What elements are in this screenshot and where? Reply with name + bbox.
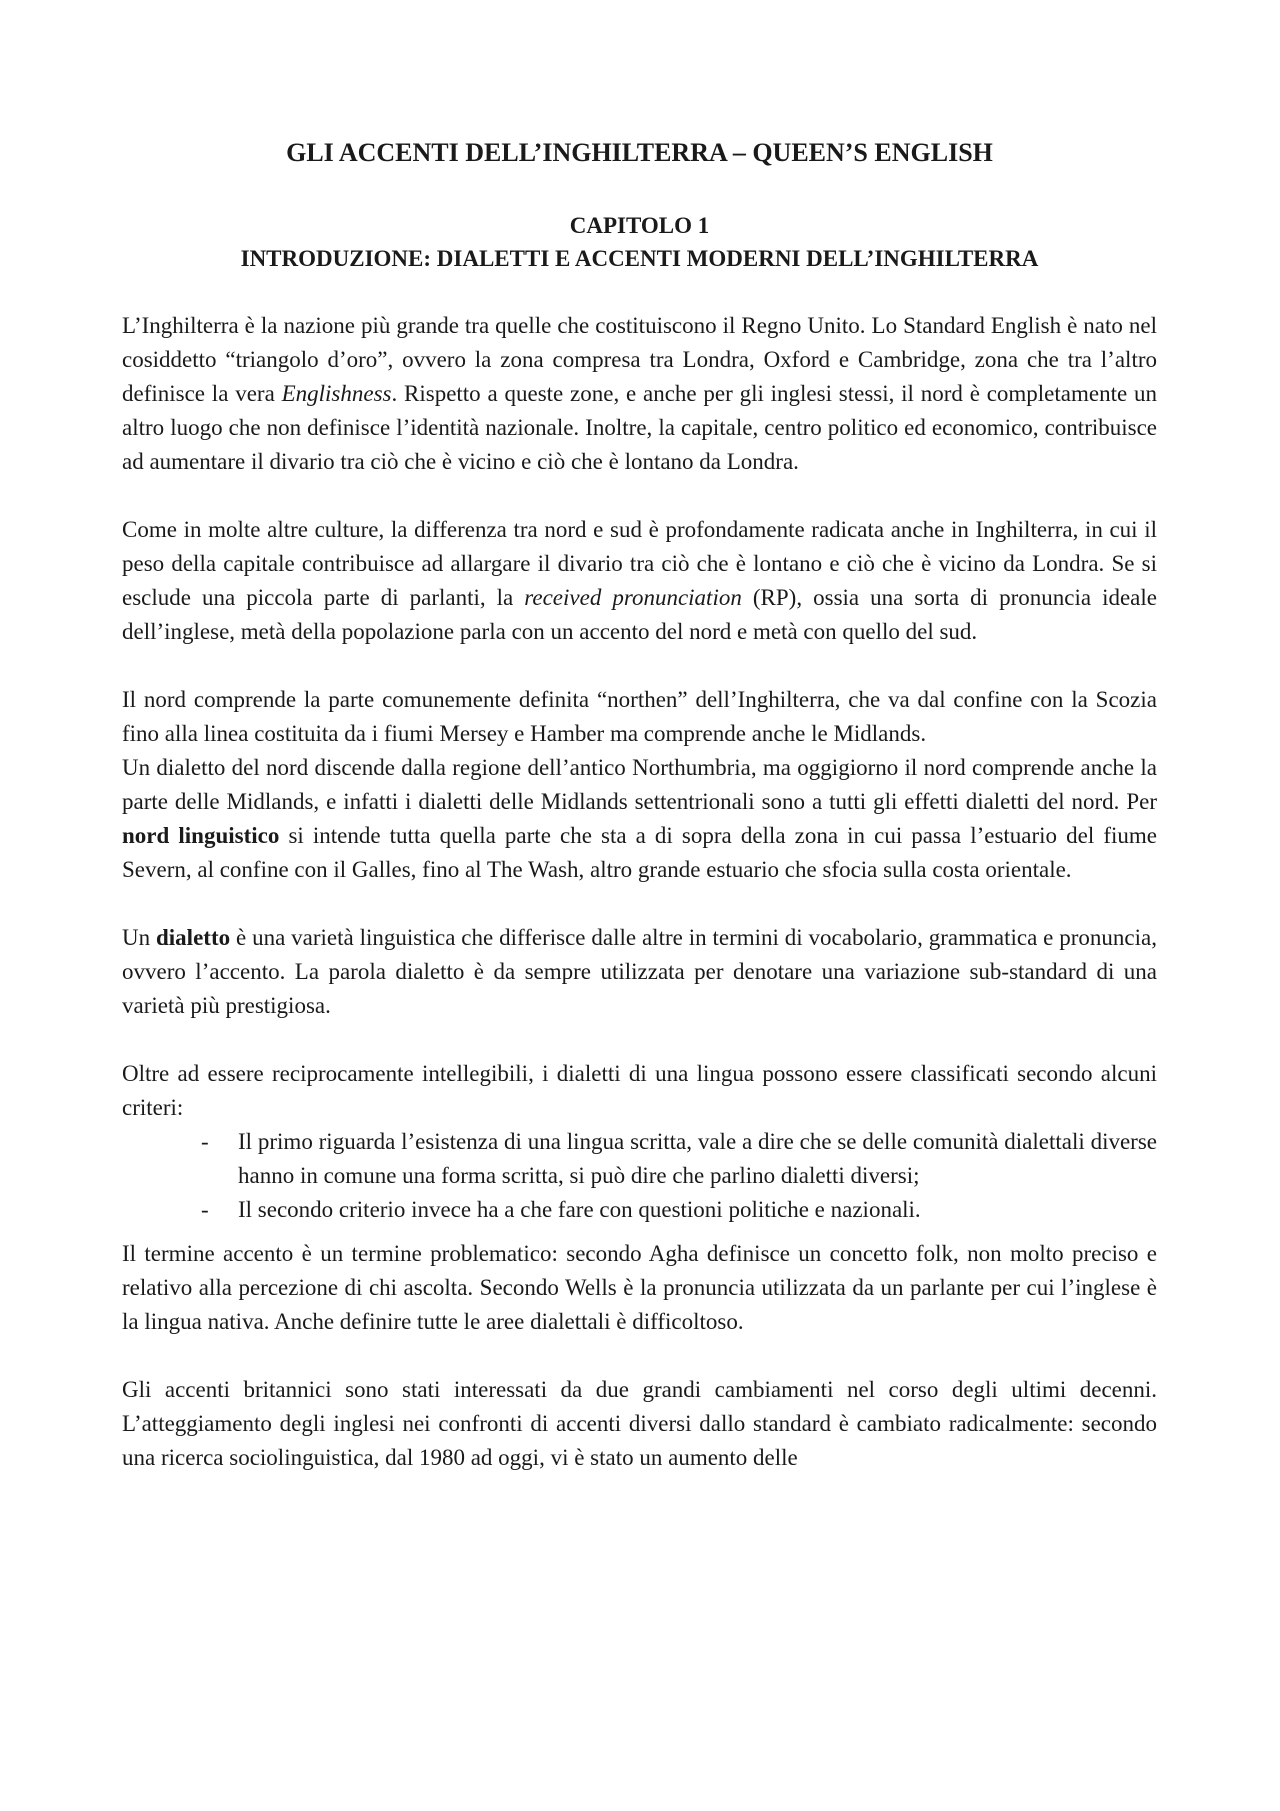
paragraph-7: Il termine accento è un termine problematico: secondo Agha definisce un concetto folk, non molto preciso e relativo alla percezione di chi ascolta. Secondo Wells è la pronuncia utilizzata da un parlante per cui l’inglese è la lingua nativa. Anche definire tutte le aree dialettali è difficoltoso. xyxy=(122,1241,1157,1334)
paragraph-4-bold-term: nord linguistico xyxy=(122,823,280,848)
list-marker: - xyxy=(201,1197,209,1222)
list-item xyxy=(201,1193,1157,1227)
paragraph-4-text-a: Un dialetto del nord discende dalla regione dell’antico Northumbria, ma oggigiorno il nord comprende anche la parte delle Midlands, e infatti i dialetti delle Midlands settentrionali sono a tutti gli effetti dialetti del nord. Per xyxy=(122,755,1157,814)
list-item xyxy=(201,1125,1157,1193)
paragraph-1-emphasis: Englishness xyxy=(281,381,392,406)
paragraph-1-text-a: L’Inghilterra è la nazione più grande tra quelle che costituiscono il Regno Unito. Lo Standard English è nato nel cosiddetto “triangolo d’oro”, ovvero la zona compresa tra Londra, Oxford e Cambridge, zona che tra l’altro definisce la vera xyxy=(122,313,1157,406)
paragraph-1-text-b: . Rispetto a queste zone, e anche per gli inglesi stessi, il nord è completamente un altro luogo che non definisce l’identità nazionale. Inoltre, la capitale, centro politico ed economico, contribuisce ad aumentare il divario tra ciò che è vicino e ciò che è lontano da Londra. xyxy=(122,381,1157,474)
paragraph-2-text-a: Come in molte altre culture, la differenza tra nord e sud è profondamente radicata anche in Inghilterra, in cui il peso della capitale contribuisce ad allargare il divario tra ciò che è lontano e ciò che è vicino da Londra. Se si esclude una piccola parte di parlanti, la xyxy=(122,517,1157,610)
list-item-text: Il primo riguarda l’esistenza di una lingua scritta, vale a dire che se delle comunità dialettali diverse hanno in comune una forma scritta, si può dire che parlino dialetti diversi; xyxy=(238,1129,1157,1188)
paragraph-5 xyxy=(122,921,1157,1023)
document-title: GLI ACCENTI DELL’INGHILTERRA – QUEEN’S ENGLISH xyxy=(286,138,993,167)
list-item-text: Il secondo criterio invece ha a che fare con questioni politiche e nazionali. xyxy=(238,1197,921,1222)
paragraph-5-text-b: è una varietà linguistica che differisce dalle altre in termini di vocabolario, grammatica e pronuncia, ovvero l’accento. La parola dialetto è da sempre utilizzata per denotare una variazione sub-standard di una varietà più prestigiosa. xyxy=(122,925,1157,1018)
paragraph-5-bold-term: dialetto xyxy=(156,925,231,950)
paragraph-5-text-a: Un xyxy=(122,925,156,950)
paragraph-2-text-b: (RP), ossia una sorta di pronuncia ideale dell’inglese, metà della popolazione parla con un accento del nord e metà con quello del sud. xyxy=(122,585,1157,644)
chapter-label: CAPITOLO 1 xyxy=(569,213,710,238)
paragraph-8: Gli accenti britannici sono stati interessati da due grandi cambiamenti nel corso degli ultimi decenni. L’atteggiamento degli inglesi nei confronti di accenti diversi dallo standard è cambiato radicalmente: secondo una ricerca sociolinguistica, dal 1980 ad oggi, vi è stato un aumento delle xyxy=(122,1377,1157,1470)
paragraph-6: Oltre ad essere reciprocamente intellegibili, i dialetti di una lingua possono essere classificati secondo alcuni criteri: xyxy=(122,1061,1157,1120)
paragraph-4 xyxy=(122,751,1157,887)
list-marker: - xyxy=(201,1129,209,1154)
paragraph-1 xyxy=(122,309,1157,479)
criteria-list xyxy=(122,1125,1157,1227)
paragraph-4-text-b: si intende tutta quella parte che sta a di sopra della zona in cui passa l’estuario del fiume Severn, al confine con il Galles, fino al The Wash, altro grande estuario che sfocia sulla costa orientale. xyxy=(122,823,1157,882)
paragraph-2-emphasis: received pronunciation xyxy=(524,585,742,610)
chapter-title: INTRODUZIONE: DIALETTI E ACCENTI MODERNI DELL’INGHILTERRA xyxy=(240,246,1039,271)
paragraph-3: Il nord comprende la parte comunemente definita “northen” dell’Inghilterra, che va dal confine con la Scozia fino alla linea costituita da i fiumi Mersey e Hamber ma comprende anche le Midlands. xyxy=(122,687,1157,746)
paragraph-2 xyxy=(122,513,1157,649)
